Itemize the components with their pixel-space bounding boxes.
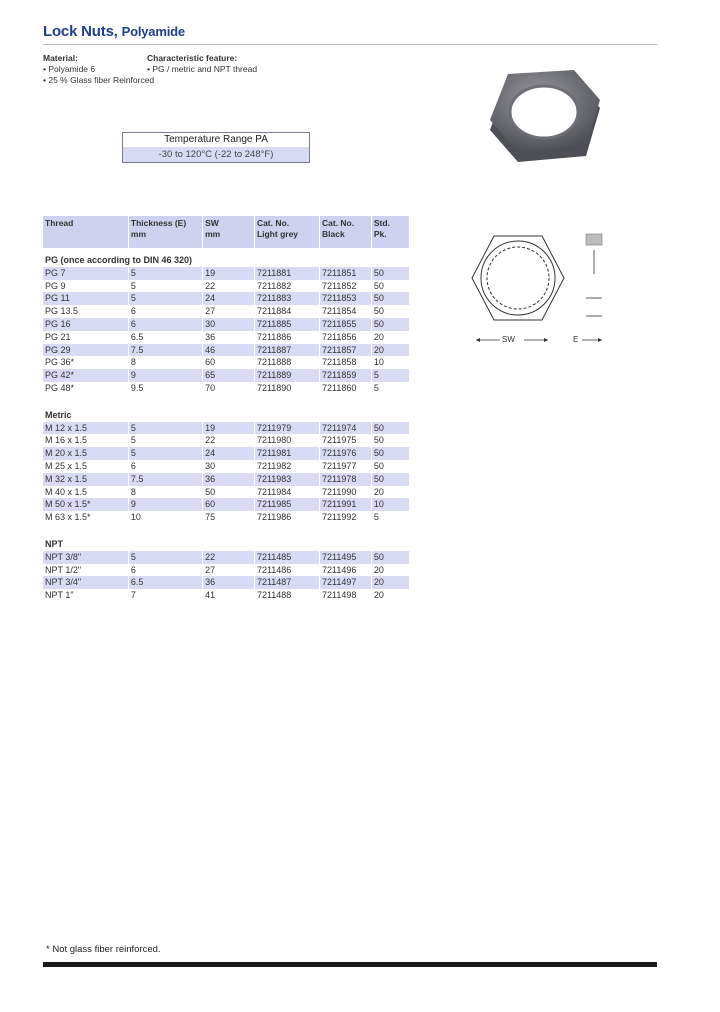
column-header xyxy=(254,216,319,248)
column-header-line: Black xyxy=(322,229,345,239)
table-cell: 50 xyxy=(371,422,409,435)
section-title: PG (once according to DIN 46 320) xyxy=(45,255,193,265)
table-row xyxy=(43,564,409,577)
table-cell: 7211497 xyxy=(320,576,372,589)
table-cell: 50 xyxy=(203,486,255,499)
table-cell: NPT 1/2" xyxy=(45,564,82,575)
table-cell: 50 xyxy=(371,434,409,447)
table-cell: 7211980 xyxy=(254,434,319,447)
table-cell: 7211991 xyxy=(320,498,372,511)
column-header-line: Cat. No. xyxy=(322,218,355,228)
parts-table xyxy=(43,216,409,602)
column-header xyxy=(43,216,128,248)
table-row xyxy=(43,589,409,602)
table-cell: 50 xyxy=(371,305,409,318)
title-bold: Lock Nuts, xyxy=(43,23,118,40)
table-cell: 75 xyxy=(203,511,255,524)
table-cell: 20 xyxy=(371,486,409,499)
column-header xyxy=(371,216,409,248)
table-row xyxy=(43,511,409,524)
table-row xyxy=(43,318,409,331)
table-cell: 9 xyxy=(128,498,202,511)
table-row xyxy=(43,460,409,473)
table-cell: 36 xyxy=(203,331,255,344)
table-header-row xyxy=(43,216,409,248)
table-cell: 7211982 xyxy=(254,460,319,473)
table-cell: M 50 x 1.5* xyxy=(43,498,128,511)
table-cell: 7211854 xyxy=(320,305,372,318)
table-cell: PG 11 xyxy=(43,292,128,305)
section-spacer xyxy=(43,524,409,532)
table-row xyxy=(43,292,409,305)
table-cell: 19 xyxy=(203,422,255,435)
table-cell: 7211977 xyxy=(320,460,372,473)
section-title: NPT xyxy=(45,538,63,549)
table-row xyxy=(43,356,409,369)
table-cell: 22 xyxy=(203,280,255,293)
table-cell: 7211858 xyxy=(320,356,372,369)
table-cell: 46 xyxy=(203,344,255,357)
table-cell: M 12 x 1.5 xyxy=(43,422,128,435)
table-cell: 7211857 xyxy=(320,344,372,357)
table-cell: 27 xyxy=(203,564,255,577)
table-cell: M 25 x 1.5 xyxy=(45,460,88,471)
table-cell: 7211983 xyxy=(254,473,319,486)
table-cell: 50 xyxy=(371,280,409,293)
table-cell: 7211486 xyxy=(254,564,319,577)
table-cell: 7211884 xyxy=(254,305,319,318)
table-cell: 7211888 xyxy=(254,356,319,369)
table-row xyxy=(43,422,409,435)
lock-nut-photo xyxy=(478,64,608,174)
table-cell: 10 xyxy=(128,511,202,524)
table-cell: 65 xyxy=(203,369,255,382)
table-cell: 7211889 xyxy=(254,369,319,382)
table-cell: M 63 x 1.5* xyxy=(45,512,91,523)
table-cell: 6.5 xyxy=(128,576,202,589)
section-title-row xyxy=(43,403,409,422)
column-header xyxy=(203,216,255,248)
table-cell: 36 xyxy=(203,473,255,486)
table-cell: PG 42* xyxy=(43,369,128,382)
column-header-line: Thickness (E) xyxy=(130,218,187,228)
table-cell: 36 xyxy=(203,576,255,589)
table-cell: 20 xyxy=(371,589,409,602)
table-row xyxy=(43,498,409,511)
table-cell: 7211975 xyxy=(320,434,372,447)
table-cell: 20 xyxy=(371,564,409,577)
table-cell: 7211981 xyxy=(254,447,319,460)
table-cell: 7211886 xyxy=(254,331,319,344)
table-cell: 20 xyxy=(371,331,409,344)
material-heading: Material: xyxy=(43,53,78,63)
table-row xyxy=(43,434,409,447)
table-cell: 19 xyxy=(203,267,255,280)
column-header-line: mm xyxy=(130,229,147,239)
table-row xyxy=(43,576,409,589)
table-cell: 7211495 xyxy=(320,551,372,564)
table-cell: 7211990 xyxy=(320,486,372,499)
table-cell: 7211885 xyxy=(254,318,319,331)
material-item: • 25 % Glass fiber Reinforced xyxy=(43,75,155,85)
temperature-heading: Temperature Range PA xyxy=(123,133,309,147)
table-cell: 7211855 xyxy=(320,318,372,331)
table-cell: 5 xyxy=(128,447,202,460)
table-cell: PG 36* xyxy=(45,357,75,368)
temperature-box xyxy=(122,132,310,163)
table-cell: M 20 x 1.5 xyxy=(43,447,128,460)
column-header-line: Cat. No. xyxy=(256,218,290,228)
table-cell: 6 xyxy=(128,460,202,473)
table-cell: 7211881 xyxy=(254,267,319,280)
column-header-line: SW xyxy=(205,218,219,228)
table-cell: NPT 1" xyxy=(45,590,74,601)
table-cell: PG 16 xyxy=(43,318,128,331)
footnote: * Not glass fiber reinforced. xyxy=(46,944,161,955)
column-header-line: Light grey xyxy=(256,229,299,239)
table-cell: PG 13.5 xyxy=(45,306,79,317)
table-cell: 7211984 xyxy=(254,486,319,499)
table-cell: PG 48* xyxy=(45,382,75,393)
table-cell: 5 xyxy=(128,267,202,280)
table-cell: 5 xyxy=(128,422,202,435)
table-row xyxy=(43,382,409,395)
column-header xyxy=(128,216,202,248)
table-cell: M 16 x 1.5 xyxy=(45,435,88,446)
table-cell: 50 xyxy=(371,460,409,473)
table-cell: 7.5 xyxy=(128,473,202,486)
section-title: Metric xyxy=(45,409,72,420)
table-cell: 6 xyxy=(128,564,202,577)
table-cell: 7211496 xyxy=(320,564,372,577)
table-cell: 7211485 xyxy=(254,551,319,564)
table-row xyxy=(43,369,409,382)
table-cell: 5 xyxy=(128,434,202,447)
table-cell: 60 xyxy=(203,356,255,369)
table-cell: PG 29 xyxy=(43,344,128,357)
material-item: • Polyamide 6 xyxy=(43,64,96,74)
page-title xyxy=(43,23,185,40)
table-cell: 5 xyxy=(128,292,202,305)
table-cell: 10 xyxy=(371,498,409,511)
table-cell: M 32 x 1.5 xyxy=(43,473,128,486)
material-block xyxy=(43,53,154,86)
table-cell: 7211890 xyxy=(254,382,319,395)
e-label: E xyxy=(573,335,579,344)
table-cell: 50 xyxy=(371,267,409,280)
table-cell: 20 xyxy=(371,576,409,589)
section-title-row xyxy=(43,532,409,551)
table-cell: 50 xyxy=(371,551,409,564)
table-cell: 7211985 xyxy=(254,498,319,511)
table-cell: 7211853 xyxy=(320,292,372,305)
table-cell: 22 xyxy=(203,434,255,447)
table-cell: 5 xyxy=(371,369,409,382)
table-cell: 7.5 xyxy=(128,344,202,357)
table-cell: 50 xyxy=(371,473,409,486)
table-cell: 7211882 xyxy=(254,280,319,293)
table-cell: 50 xyxy=(371,447,409,460)
table-row xyxy=(43,267,409,280)
table-cell: 24 xyxy=(203,447,255,460)
column-header-line: Pk. xyxy=(373,229,387,239)
column-header xyxy=(320,216,372,248)
table-cell: 7211856 xyxy=(320,331,372,344)
table-cell: M 40 x 1.5 xyxy=(45,486,88,497)
table-cell: PG 21 xyxy=(45,331,71,342)
dimension-drawing xyxy=(466,228,616,352)
table-cell: 7211487 xyxy=(254,576,319,589)
section-spacer xyxy=(43,395,409,403)
bottom-bar xyxy=(43,962,657,967)
table-cell: 8 xyxy=(128,356,202,369)
column-header-line: Std. xyxy=(373,218,390,228)
temperature-value: -30 to 120°C (-22 to 248°F) xyxy=(123,147,309,162)
table-cell: 7211488 xyxy=(254,589,319,602)
table-cell: 5 xyxy=(371,382,409,395)
title-divider xyxy=(43,44,657,45)
table-cell: 8 xyxy=(128,486,202,499)
table-cell: 7211974 xyxy=(320,422,372,435)
column-header-line: Thread xyxy=(45,218,74,228)
table-cell: 22 xyxy=(203,551,255,564)
table-cell: 7211976 xyxy=(320,447,372,460)
table-row xyxy=(43,447,409,460)
table-cell: 7211992 xyxy=(320,511,372,524)
table-cell: 7 xyxy=(128,589,202,602)
table-cell: 7211979 xyxy=(254,422,319,435)
table-cell: 7211860 xyxy=(320,382,372,395)
table-row xyxy=(43,486,409,499)
features-heading: Characteristic feature: xyxy=(147,53,238,63)
table-row xyxy=(43,473,409,486)
table-cell: NPT 3/4" xyxy=(43,576,128,589)
table-cell: 24 xyxy=(203,292,255,305)
table-row xyxy=(43,280,409,293)
table-cell: 7211986 xyxy=(254,511,319,524)
table-cell: 20 xyxy=(371,344,409,357)
table-row xyxy=(43,331,409,344)
table-cell: PG 9 xyxy=(45,280,66,291)
table-cell: 50 xyxy=(371,292,409,305)
table-cell: 6 xyxy=(128,305,202,318)
column-header-line: mm xyxy=(205,229,221,239)
table-cell: PG 7 xyxy=(43,267,128,280)
table-cell: 7211851 xyxy=(320,267,372,280)
table-cell: 10 xyxy=(371,356,409,369)
table-cell: 7211859 xyxy=(320,369,372,382)
table-cell: 50 xyxy=(371,318,409,331)
table-cell: 7211978 xyxy=(320,473,372,486)
table-cell: 7211887 xyxy=(254,344,319,357)
table-cell: 41 xyxy=(203,589,255,602)
table-cell: 27 xyxy=(203,305,255,318)
features-block xyxy=(147,53,257,75)
table-cell: 7211883 xyxy=(254,292,319,305)
table-row xyxy=(43,305,409,318)
table-cell: 30 xyxy=(203,318,255,331)
table-cell: 9 xyxy=(128,369,202,382)
table-cell: 5 xyxy=(128,280,202,293)
title-rest: Polyamide xyxy=(121,24,185,39)
table-cell: 60 xyxy=(203,498,255,511)
table-cell: 5 xyxy=(371,511,409,524)
table-cell: 30 xyxy=(203,460,255,473)
feature-item: • PG / metric and NPT thread xyxy=(147,64,258,74)
table-cell: 7211852 xyxy=(320,280,372,293)
table-cell: 70 xyxy=(203,382,255,395)
table-cell: 9.5 xyxy=(128,382,202,395)
table-row xyxy=(43,551,409,564)
section-title-row xyxy=(43,248,409,267)
table-cell: NPT 3/8" xyxy=(43,551,128,564)
table-cell: 6.5 xyxy=(128,331,202,344)
table-cell: 5 xyxy=(128,551,202,564)
sw-label: SW xyxy=(502,335,515,344)
table-cell: 7211498 xyxy=(320,589,372,602)
table-cell: 6 xyxy=(128,318,202,331)
table-row xyxy=(43,344,409,357)
